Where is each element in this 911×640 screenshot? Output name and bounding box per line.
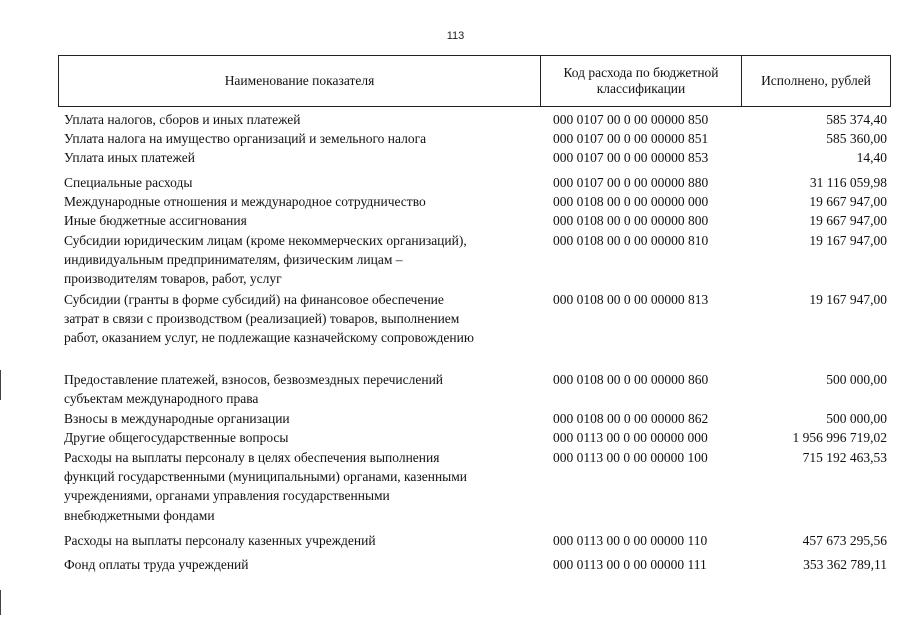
row-name: Уплата иных платежей <box>64 150 195 165</box>
row-code: 000 0107 00 0 00 00000 850 <box>553 112 709 127</box>
row-amount: 500 000,00 <box>826 411 887 426</box>
header-name: Наименование показателя <box>224 73 375 88</box>
row-name: Уплата налога на имущество организаций и земельного налога <box>64 131 427 146</box>
row-name: Фонд оплаты труда учреждений <box>64 557 249 572</box>
row-name: Расходы на выплаты персоналу в целях обеспечения выполнения функций государственными (муниципальными) органами, казенными учреждениями, органами управления государственными внебюджетными фондами <box>64 450 468 523</box>
row-code: 000 0108 00 0 00 00000 800 <box>553 213 709 228</box>
row-name: Расходы на выплаты персоналу казенных учреждений <box>64 533 376 548</box>
row-amount: 19 167 947,00 <box>809 233 887 248</box>
row-name: Специальные расходы <box>64 175 193 190</box>
row-amount: 585 374,40 <box>826 112 887 127</box>
row-code: 000 0108 00 0 00 00000 862 <box>553 411 709 426</box>
row-code: 000 0108 00 0 00 00000 810 <box>553 233 709 248</box>
row-amount: 14,40 <box>856 150 887 165</box>
header-amount: Исполнено, рублей <box>761 73 871 88</box>
row-name: Уплата налогов, сборов и иных платежей <box>64 112 301 127</box>
row-name: Взносы в международные организации <box>64 411 290 426</box>
row-name: Субсидии (гранты в форме субсидий) на финансовое обеспечение затрат в связи с производством (реализацией) товаров, выполнением работ, оказанием услуг, не подлежащие казначейскому сопровождению <box>64 292 474 346</box>
row-amount: 1 956 996 719,02 <box>792 430 887 445</box>
row-name: Другие общегосударственные вопросы <box>64 430 289 445</box>
scan-edge-mark <box>0 370 1 400</box>
row-code: 000 0108 00 0 00 00000 000 <box>553 194 709 209</box>
row-code: 000 0108 00 0 00 00000 813 <box>553 292 709 307</box>
row-amount: 19 667 947,00 <box>809 213 887 228</box>
row-amount: 31 116 059,98 <box>809 175 887 190</box>
row-code: 000 0113 00 0 00 00000 100 <box>553 450 708 465</box>
row-amount: 19 667 947,00 <box>809 194 887 209</box>
row-amount: 457 673 295,56 <box>802 533 887 548</box>
row-code: 000 0113 00 0 00 00000 111 <box>553 557 707 572</box>
row-amount: 353 362 789,11 <box>803 557 887 572</box>
row-code: 000 0107 00 0 00 00000 853 <box>553 150 709 165</box>
row-amount: 19 167 947,00 <box>809 292 887 307</box>
scan-edge-mark <box>0 590 1 615</box>
row-code: 000 0113 00 0 00 00000 110 <box>553 533 708 548</box>
row-amount: 585 360,00 <box>826 131 887 146</box>
row-code: 000 0108 00 0 00 00000 860 <box>553 372 709 387</box>
row-name: Международные отношения и международное сотрудничество <box>64 194 426 209</box>
row-name: Субсидии юридическим лицам (кроме некоммерческих организаций), индивидуальным предпринимателям, физическим лицам – производителям товаров, работ, услуг <box>64 233 467 287</box>
header-code: Код расхода по бюджетной классификации <box>563 65 719 96</box>
row-amount: 715 192 463,53 <box>802 450 887 465</box>
row-amount: 500 000,00 <box>826 372 887 387</box>
page-number: 113 <box>446 30 465 42</box>
row-code: 000 0107 00 0 00 00000 851 <box>553 131 709 146</box>
row-code: 000 0107 00 0 00 00000 880 <box>553 175 709 190</box>
row-name: Иные бюджетные ассигнования <box>64 213 247 228</box>
row-code: 000 0113 00 0 00 00000 000 <box>553 430 708 445</box>
row-name: Предоставление платежей, взносов, безвозмездных перечислений субъектам международного права <box>64 372 444 407</box>
